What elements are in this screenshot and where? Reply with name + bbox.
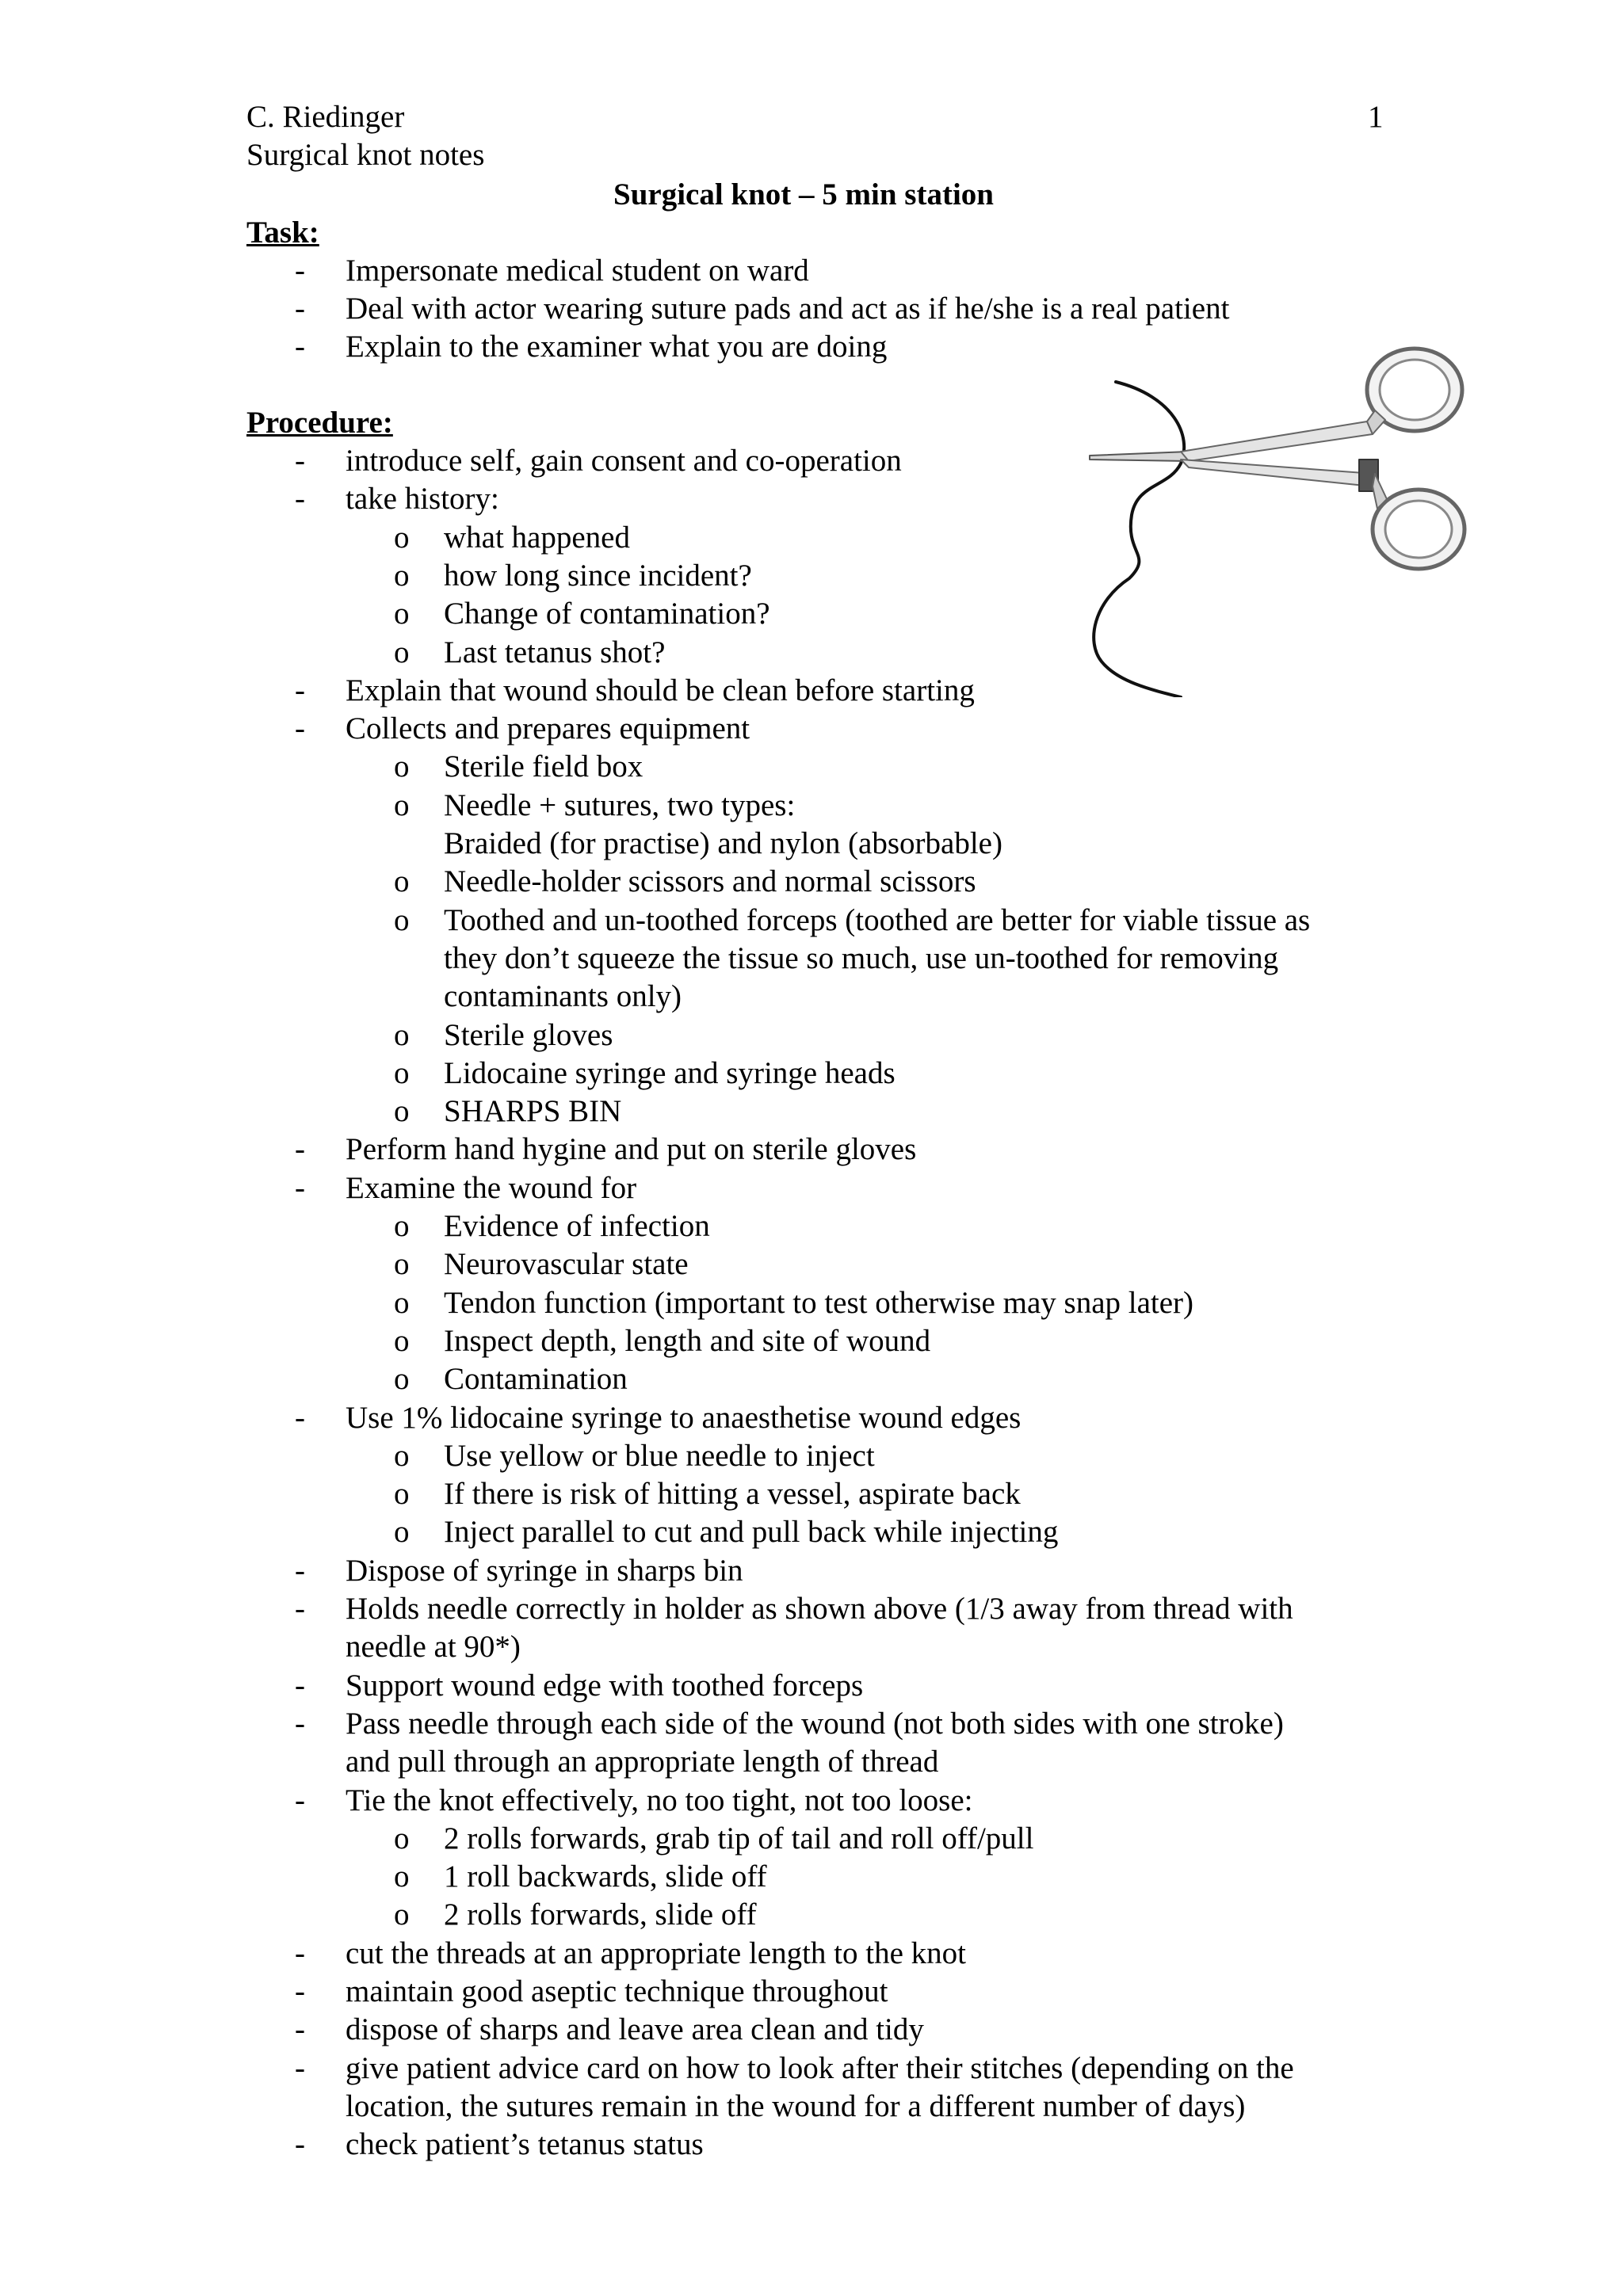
sub-bullet-marker: o (394, 1362, 410, 1396)
dash-marker: - (295, 2051, 305, 2085)
sub-bullet-marker: o (394, 1821, 410, 1855)
dash-marker: - (295, 444, 305, 478)
sub-bullet-marker: o (394, 1018, 410, 1052)
procedure-line-text: Sterile gloves (444, 1018, 613, 1052)
procedure-line-text: dispose of sharps and leave area clean and tidy (346, 2012, 924, 2046)
dash-marker: - (295, 1936, 305, 1970)
procedure-line-text: Needle + sutures, two types: (444, 788, 796, 822)
sub-bullet-marker: o (394, 1094, 410, 1128)
dash-marker: - (295, 1592, 305, 1626)
procedure-line-text: Inject parallel to cut and pull back while injecting (444, 1515, 1059, 1549)
procedure-line-text: contaminants only) (444, 979, 682, 1013)
procedure-heading: Procedure: (246, 406, 393, 440)
sub-bullet-marker: o (394, 1324, 410, 1358)
procedure-line-text: 2 rolls forwards, grab tip of tail and roll off/pull (444, 1821, 1034, 1855)
procedure-line-text: Contamination (444, 1362, 628, 1396)
sub-bullet-marker: o (394, 521, 410, 555)
procedure-line-text: what happened (444, 521, 630, 555)
procedure-line-text: Needle-holder scissors and normal scissors (444, 864, 976, 898)
procedure-line-text: cut the threads at an appropriate length to the knot (346, 1936, 966, 1970)
procedure-line-text: Evidence of infection (444, 1209, 710, 1243)
procedure-line-text: Toothed and un-toothed forceps (toothed are better for viable tissue as (444, 903, 1311, 937)
procedure-line-text: 2 rolls forwards, slide off (444, 1897, 757, 1932)
procedure-line-text: Support wound edge with toothed forceps (346, 1669, 864, 1703)
dash-marker: - (295, 711, 305, 746)
sub-bullet-marker: o (394, 635, 410, 669)
task-item-text: Explain to the examiner what you are doing (346, 330, 888, 364)
sub-bullet-marker: o (394, 1477, 410, 1511)
sub-bullet-marker: o (394, 597, 410, 631)
task-heading: Task: (246, 215, 319, 250)
sub-bullet-marker: o (394, 1439, 410, 1473)
dash-marker: - (295, 2012, 305, 2046)
procedure-line-text: Explain that wound should be clean before starting (346, 673, 975, 707)
procedure-line-text: they don’t squeeze the tissue so much, use un-toothed for removing (444, 941, 1279, 975)
procedure-line-text: maintain good aseptic technique throughout (346, 1974, 888, 2008)
procedure-line-text: how long since incident? (444, 559, 752, 593)
sub-bullet-marker: o (394, 903, 410, 937)
procedure-line-text: take history: (346, 482, 499, 516)
procedure-line-text: Sterile field box (444, 749, 643, 784)
procedure-line-text: introduce self, gain consent and co-operation (346, 444, 902, 478)
procedure-line-text: Neurovascular state (444, 1247, 689, 1281)
procedure-line-text: Use 1% lidocaine syringe to anaesthetise wound edges (346, 1401, 1022, 1435)
sub-bullet-marker: o (394, 1056, 410, 1090)
procedure-line-text: needle at 90*) (346, 1630, 521, 1664)
sub-bullet-marker: o (394, 1247, 410, 1281)
sub-bullet-marker: o (394, 749, 410, 784)
procedure-line-text: Tie the knot effectively, no too tight, not too loose: (346, 1783, 973, 1817)
task-item-text: Deal with actor wearing suture pads and act as if he/she is a real patient (346, 292, 1230, 326)
dash-marker: - (295, 254, 305, 288)
procedure-line-text: Perform hand hygine and put on sterile gloves (346, 1132, 917, 1166)
procedure-line-text: 1 roll backwards, slide off (444, 1859, 767, 1894)
procedure-line-text: check patient’s tetanus status (346, 2127, 704, 2161)
sub-bullet-marker: o (394, 1897, 410, 1932)
document-subject: Surgical knot notes (246, 138, 485, 172)
procedure-line-text: and pull through an appropriate length of thread (346, 1745, 939, 1779)
dash-marker: - (295, 1974, 305, 2008)
sub-bullet-marker: o (394, 864, 410, 898)
procedure-line-text: give patient advice card on how to look after their stitches (depending on the (346, 2051, 1294, 2085)
procedure-line-text: Braided (for practise) and nylon (absorbable) (444, 826, 1002, 860)
procedure-line-text: Dispose of syringe in sharps bin (346, 1554, 743, 1588)
page-number: 1 (1368, 100, 1384, 134)
dash-marker: - (295, 1171, 305, 1205)
sub-bullet-marker: o (394, 1859, 410, 1894)
page-title: Surgical knot – 5 min station (613, 177, 994, 212)
dash-marker: - (295, 1554, 305, 1588)
procedure-line-text: Lidocaine syringe and syringe heads (444, 1056, 896, 1090)
sub-bullet-marker: o (394, 1515, 410, 1549)
author-name: C. Riedinger (246, 100, 405, 134)
procedure-line-text: Tendon function (important to test otherwise may snap later) (444, 1286, 1194, 1320)
procedure-line-text: Use yellow or blue needle to inject (444, 1439, 875, 1473)
dash-marker: - (295, 1132, 305, 1166)
task-item-text: Impersonate medical student on ward (346, 254, 809, 288)
dash-marker: - (295, 1707, 305, 1741)
procedure-line-text: location, the sutures remain in the wound for a different number of days) (346, 2089, 1246, 2123)
needle-holder-icon (1062, 341, 1474, 697)
dash-marker: - (295, 1401, 305, 1435)
dash-marker: - (295, 2127, 305, 2161)
procedure-line-text: Last tetanus shot? (444, 635, 666, 669)
procedure-line-text: Holds needle correctly in holder as shown above (1/3 away from thread with (346, 1592, 1293, 1626)
sub-bullet-marker: o (394, 1209, 410, 1243)
procedure-line-text: Inspect depth, length and site of wound (444, 1324, 931, 1358)
dash-marker: - (295, 673, 305, 707)
dash-marker: - (295, 482, 305, 516)
procedure-line-text: SHARPS BIN (444, 1094, 622, 1128)
dash-marker: - (295, 292, 305, 326)
procedure-line-text: Examine the wound for (346, 1171, 637, 1205)
sub-bullet-marker: o (394, 559, 410, 593)
sub-bullet-marker: o (394, 788, 410, 822)
procedure-line-text: Pass needle through each side of the wound (not both sides with one stroke) (346, 1707, 1284, 1741)
dash-marker: - (295, 1783, 305, 1817)
dash-marker: - (295, 330, 305, 364)
procedure-line-text: Collects and prepares equipment (346, 711, 750, 746)
suture-thread (1094, 382, 1184, 697)
sub-bullet-marker: o (394, 1286, 410, 1320)
procedure-line-text: If there is risk of hitting a vessel, aspirate back (444, 1477, 1021, 1511)
dash-marker: - (295, 1669, 305, 1703)
procedure-line-text: Change of contamination? (444, 597, 770, 631)
